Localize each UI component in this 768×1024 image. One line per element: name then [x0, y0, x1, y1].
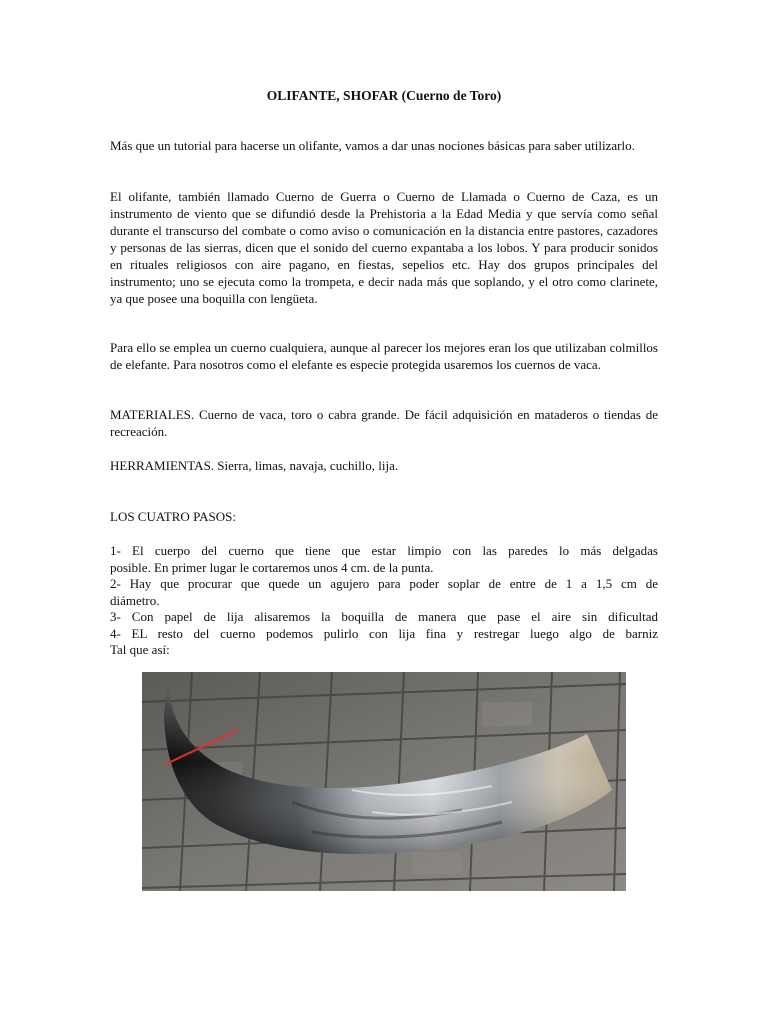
materials-paragraph: MATERIALES. Cuerno de vaca, toro o cabra grande. De fácil adquisición en mataderos o tiendas de recreación. — [110, 407, 658, 439]
tools-paragraph: HERRAMIENTAS. Sierra, limas, navaja, cuchillo, lija. — [110, 458, 399, 473]
horn-note-paragraph: Para ello se emplea un cuerno cualquiera, aunque al parecer los mejores eran los que utilizaban colmillos de elefante. Para nosotros como el elefante es especie protegida usaremos los cuernos de vaca. — [110, 340, 658, 372]
steps-heading: LOS CUATRO PASOS: — [110, 509, 236, 524]
document-title: OLIFANTE, SHOFAR (Cuerno de Toro) — [266, 88, 502, 103]
horn-photo — [142, 672, 626, 891]
intro-paragraph: Más que un tutorial para hacerse un olifante, vamos a dar unas nociones básicas para saber utilizarlo. — [110, 138, 635, 153]
step-4-line: 4- EL resto del cuerno podemos pulirlo con lija fina y restregar luego algo de barniz — [110, 626, 658, 641]
step-3-line: 3- Con papel de lija alisaremos la boquilla de manera que pase el aire sin dificultad — [110, 609, 658, 624]
step-1-line-1: 1- El cuerpo del cuerno que tiene que estar limpio con las paredes lo más delgadas — [110, 543, 658, 558]
closing-line: Tal que así: — [110, 642, 170, 657]
step-2-line-2: diámetro. — [110, 593, 160, 608]
description-paragraph: El olifante, también llamado Cuerno de Guerra o Cuerno de Llamada o Cuerno de Caza, es un instrumento de viento que se difundió desde la Prehistoria a la Edad Media y que servía como señal durante el transcurso del combate o como aviso o comunicación en la distancia entre pastores, cazadores y personas de las sierras, dicen que el sonido del cuerno expantaba a los lobos. Y para producir sonidos en rituales religiosos con aire pagano, en fiestas, sepelios etc. Hay dos grupos principales del instrumento; uno se ejecuta como la trompeta, e decir nada más que soplando, y el otro como clarinete, ya que posee una boquilla con lengüeta. — [110, 189, 658, 306]
step-1-line-2: posible. En primer lugar le cortaremos unos 4 cm. de la punta. — [110, 560, 434, 575]
step-2-line-1: 2- Hay que procurar que quede un agujero para poder soplar de entre de 1 a 1,5 cm de — [110, 576, 658, 591]
